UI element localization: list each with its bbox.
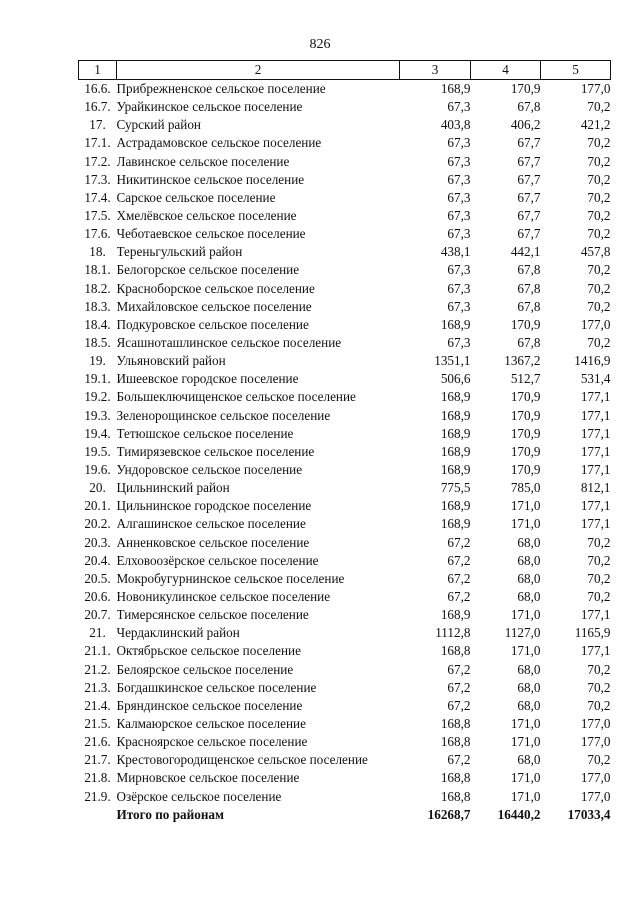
value-col-4: 171,0 (510, 516, 541, 532)
value-col-4: 68,0 (517, 661, 541, 677)
value-col-3: 168,9 (440, 81, 471, 97)
row-number: 17.3. (84, 171, 111, 187)
table-row (79, 243, 611, 261)
table-row (79, 787, 611, 805)
value-col-4: 171,0 (510, 788, 541, 804)
table-row (79, 280, 611, 298)
row-name: Сурский район (116, 117, 201, 133)
value-col-4: 67,7 (517, 189, 541, 205)
row-name: Красноборское сельское поселение (116, 280, 315, 296)
value-col-3: 168,9 (440, 498, 471, 514)
value-col-3: 506,6 (440, 371, 471, 387)
row-number: 18.4. (84, 316, 111, 332)
table-row (79, 171, 611, 189)
row-name: Тетюшское сельское поселение (116, 425, 294, 441)
value-col-4: 170,9 (510, 462, 541, 478)
table-row (79, 534, 611, 552)
row-name: Урайкинское сельское поселение (116, 99, 303, 115)
value-col-4: 171,0 (510, 715, 541, 731)
value-col-5: 70,2 (587, 280, 611, 296)
value-col-4: 171,0 (510, 643, 541, 659)
value-col-5: 177,1 (580, 389, 611, 405)
value-col-3: 67,3 (447, 153, 471, 169)
row-number: 21.9. (84, 788, 111, 804)
value-col-4: 67,7 (517, 208, 541, 224)
value-col-3: 168,8 (440, 770, 471, 786)
value-col-3: 67,3 (447, 189, 471, 205)
value-col-5: 70,2 (587, 570, 611, 586)
table-row (79, 370, 611, 388)
value-col-5: 1416,9 (574, 353, 611, 369)
row-name: Богдашкинское сельское поселение (116, 679, 317, 695)
value-col-5: 177,0 (580, 788, 611, 804)
row-name: Никитинское сельское поселение (116, 171, 305, 187)
row-name: Тимерсянское сельское поселение (116, 607, 309, 623)
value-col-4: 68,0 (517, 589, 541, 604)
row-name: Октябрьское сельское поселение (116, 643, 301, 659)
value-col-5: 70,2 (587, 189, 611, 205)
value-col-5: 70,2 (587, 697, 611, 713)
row-number: 20.1. (84, 498, 111, 514)
value-col-5: 70,2 (587, 552, 611, 568)
row-number: 17. (89, 117, 106, 133)
row-name: Подкуровское сельское поселение (116, 316, 309, 332)
table-row (79, 715, 611, 733)
value-col-5: 177,1 (580, 498, 611, 514)
header-cell-1: 1 (79, 61, 117, 80)
row-number: 18.1. (84, 262, 111, 278)
value-col-3: 67,3 (447, 99, 471, 115)
row-name: Новоникулинское сельское поселение (116, 589, 331, 604)
value-col-3: 168,9 (440, 316, 471, 332)
table-row (79, 461, 611, 479)
header-cell-4: 4 (471, 61, 541, 80)
value-col-4: 1127,0 (504, 625, 541, 641)
table-row (79, 515, 611, 533)
value-col-5: 177,1 (580, 643, 611, 659)
value-col-4: 406,2 (510, 117, 541, 133)
table-row (79, 334, 611, 352)
row-number: 17.5. (84, 208, 111, 224)
value-col-5: 177,0 (580, 770, 611, 786)
header-cell-3: 3 (400, 61, 471, 80)
row-number: 19.3. (84, 407, 111, 423)
value-col-4: 67,8 (517, 298, 541, 314)
row-number: 17.2. (84, 153, 111, 169)
row-number: 20.6. (84, 589, 111, 604)
value-col-5: 177,1 (580, 443, 611, 459)
value-col-5: 70,2 (587, 661, 611, 677)
value-col-5: 177,1 (580, 607, 611, 623)
value-col-5: 70,2 (587, 171, 611, 187)
table-row (79, 552, 611, 570)
value-col-5: 531,4 (580, 371, 611, 387)
row-number: 21.3. (84, 679, 111, 695)
table-row (79, 497, 611, 515)
table-row (79, 98, 611, 116)
value-col-4: 442,1 (510, 244, 541, 260)
value-col-3: 67,3 (447, 171, 471, 187)
row-name: Ульяновский район (116, 353, 226, 369)
row-number: 18.5. (84, 335, 111, 351)
row-name: Ишеевское городское поселение (116, 371, 299, 387)
row-name: Цильнинское городское поселение (116, 498, 312, 514)
value-col-4: 171,0 (510, 770, 541, 786)
table-row (79, 425, 611, 443)
row-number: 19.2. (84, 389, 111, 405)
row-number: 18.3. (84, 298, 111, 314)
row-number: 18. (89, 244, 106, 260)
header-cell-5: 5 (541, 61, 611, 80)
value-col-4: 68,0 (517, 570, 541, 586)
value-col-3: 67,3 (447, 226, 471, 242)
value-col-3: 168,9 (440, 607, 471, 623)
value-col-5: 70,2 (587, 534, 611, 550)
value-col-3: 67,2 (447, 752, 471, 768)
row-number: 17.1. (84, 135, 111, 151)
row-number: 16.7. (84, 99, 111, 115)
row-number: 20.2. (84, 516, 111, 532)
row-name: Чеботаевское сельское поселение (116, 226, 306, 242)
value-col-3: 16268,7 (427, 806, 471, 822)
row-name: Мирновское сельское поселение (116, 770, 300, 786)
value-col-4: 1367,2 (504, 353, 541, 369)
value-col-4: 170,9 (510, 316, 541, 332)
row-name: Озёрское сельское поселение (116, 788, 282, 804)
value-col-5: 70,2 (587, 679, 611, 695)
row-name: Хмелёвское сельское поселение (116, 208, 297, 224)
value-col-4: 67,7 (517, 226, 541, 242)
row-number: 19.6. (84, 462, 111, 478)
value-col-4: 67,7 (517, 171, 541, 187)
row-name: Зеленорощинское сельское поселение (116, 407, 331, 423)
row-name: Бряндинское сельское поселение (116, 697, 303, 713)
value-col-5: 177,0 (580, 715, 611, 731)
row-number: 17.6. (84, 226, 111, 242)
value-col-5: 812,1 (580, 480, 611, 496)
table-row (79, 661, 611, 679)
value-col-5: 70,2 (587, 208, 611, 224)
value-col-5: 177,1 (580, 407, 611, 423)
value-col-3: 168,8 (440, 643, 471, 659)
value-col-3: 1351,1 (434, 353, 471, 369)
table-row (79, 116, 611, 134)
value-col-4: 68,0 (517, 534, 541, 550)
value-col-4: 68,0 (517, 552, 541, 568)
value-col-5: 177,1 (580, 516, 611, 532)
value-col-5: 457,8 (580, 244, 611, 260)
row-name: Большеключищенское сельское поселение (116, 389, 356, 405)
value-col-4: 67,7 (517, 135, 541, 151)
value-col-3: 168,9 (440, 443, 471, 459)
row-name: Калмаюрское сельское поселение (116, 715, 306, 731)
value-col-5: 70,2 (587, 262, 611, 278)
row-number: 17.4. (84, 189, 111, 205)
row-number: 21.7. (84, 752, 111, 768)
table-row (79, 443, 611, 461)
row-number (79, 806, 117, 824)
table-row (79, 388, 611, 406)
value-col-5: 70,2 (587, 135, 611, 151)
row-name: Прибрежненское сельское поселение (116, 81, 326, 97)
value-col-3: 168,8 (440, 788, 471, 804)
row-name: Ясашноташлинское сельское поселение (116, 335, 342, 351)
value-col-5: 421,2 (580, 117, 611, 133)
value-col-3: 438,1 (440, 244, 471, 260)
row-number: 19. (89, 353, 106, 369)
row-name: Михайловское сельское поселение (116, 298, 312, 314)
table-header-row (79, 61, 611, 80)
table-row (79, 298, 611, 316)
value-col-4: 67,8 (517, 262, 541, 278)
row-number: 19.5. (84, 443, 111, 459)
value-col-5: 70,2 (587, 752, 611, 768)
table-row (79, 769, 611, 787)
value-col-5: 70,2 (587, 335, 611, 351)
value-col-4: 67,8 (517, 335, 541, 351)
row-number: 20.4. (84, 552, 111, 568)
row-name: Тимирязевское сельское поселение (116, 443, 315, 459)
table-row (79, 153, 611, 171)
value-col-5: 70,2 (587, 99, 611, 115)
value-col-5: 177,1 (580, 425, 611, 441)
row-number: 21.5. (84, 715, 111, 731)
row-name: Итого по районам (116, 806, 224, 822)
table-body (79, 61, 611, 824)
row-number: 20.3. (84, 534, 111, 550)
value-col-3: 67,2 (447, 570, 471, 586)
table-row (79, 352, 611, 370)
value-col-3: 168,9 (440, 407, 471, 423)
table-row (79, 751, 611, 769)
row-number: 20. (89, 480, 106, 496)
value-col-4: 170,9 (510, 81, 541, 97)
table-row (79, 189, 611, 207)
value-col-3: 1112,8 (435, 625, 471, 641)
allocation-table (78, 60, 611, 824)
value-col-3: 67,2 (447, 589, 471, 604)
row-number: 16.6. (84, 81, 111, 97)
value-col-4: 67,7 (517, 153, 541, 169)
row-name: Тереньгульский район (116, 244, 243, 260)
value-col-4: 170,9 (510, 443, 541, 459)
value-col-4: 67,8 (517, 280, 541, 296)
value-col-4: 68,0 (517, 752, 541, 768)
value-col-3: 168,9 (440, 425, 471, 441)
table-row (79, 679, 611, 697)
row-name: Красноярское сельское поселение (116, 734, 308, 750)
value-col-5: 177,0 (580, 316, 611, 332)
value-col-4: 170,9 (510, 425, 541, 441)
table-row (79, 134, 611, 152)
row-number: 21.4. (84, 697, 111, 713)
value-col-5: 70,2 (587, 589, 611, 604)
value-col-3: 67,3 (447, 262, 471, 278)
value-col-4: 16440,2 (497, 806, 541, 822)
table-row (79, 316, 611, 334)
header-cell-2: 2 (117, 61, 400, 80)
row-name: Крестовогородищенское сельское поселение (116, 752, 368, 768)
table-row (79, 80, 611, 99)
row-name: Белоярское сельское поселение (116, 661, 294, 677)
value-col-3: 67,2 (447, 534, 471, 550)
value-col-4: 68,0 (517, 679, 541, 695)
table-row (79, 733, 611, 751)
row-name: Астрадамовское сельское поселение (116, 135, 322, 151)
row-name: Анненковское сельское поселение (116, 534, 310, 550)
value-col-3: 168,8 (440, 734, 471, 750)
value-col-4: 785,0 (510, 480, 541, 496)
value-col-3: 67,2 (447, 679, 471, 695)
value-col-3: 168,9 (440, 516, 471, 532)
value-col-5: 70,2 (587, 298, 611, 314)
value-col-4: 67,8 (517, 99, 541, 115)
table-row (79, 225, 611, 243)
row-number: 19.4. (84, 425, 111, 441)
table-row (79, 207, 611, 225)
row-number: 21.1. (84, 643, 111, 659)
page-number: 826 (309, 37, 331, 52)
row-name: Сарское сельское поселение (116, 189, 276, 205)
value-col-3: 168,8 (440, 715, 471, 731)
value-col-3: 403,8 (440, 117, 471, 133)
value-col-4: 170,9 (510, 389, 541, 405)
table-row (79, 407, 611, 425)
row-name: Цильнинский район (116, 480, 230, 496)
row-name: Мокробугурнинское сельское поселение (116, 570, 345, 586)
row-number: 21. (89, 625, 106, 641)
value-col-4: 170,9 (510, 407, 541, 423)
value-col-4: 171,0 (510, 607, 541, 623)
value-col-4: 68,0 (517, 697, 541, 713)
value-col-4: 512,7 (510, 371, 541, 387)
value-col-3: 67,2 (447, 552, 471, 568)
value-col-5: 177,0 (580, 81, 611, 97)
table-row (79, 588, 611, 606)
row-number: 20.5. (84, 570, 111, 586)
row-name: Елховоозёрское сельское поселение (116, 552, 319, 568)
value-col-4: 171,0 (510, 498, 541, 514)
table-row (79, 479, 611, 497)
value-col-3: 67,3 (447, 298, 471, 314)
row-name: Чердаклинский район (116, 625, 240, 641)
row-number: 18.2. (84, 280, 111, 296)
table-row (79, 570, 611, 588)
value-col-3: 168,9 (440, 389, 471, 405)
value-col-3: 168,9 (440, 462, 471, 478)
row-name: Белогорское сельское поселение (116, 262, 300, 278)
row-number: 21.2. (84, 661, 111, 677)
value-col-3: 67,3 (447, 280, 471, 296)
table-row (79, 642, 611, 660)
value-col-3: 67,2 (447, 661, 471, 677)
row-number: 21.8. (84, 770, 111, 786)
value-col-5: 70,2 (587, 226, 611, 242)
row-name: Лавинское сельское поселение (116, 153, 290, 169)
table-row (79, 261, 611, 279)
value-col-5: 177,0 (580, 734, 611, 750)
value-col-5: 1165,9 (574, 625, 611, 641)
total-row (79, 806, 611, 824)
table-row (79, 606, 611, 624)
value-col-5: 177,1 (580, 462, 611, 478)
value-col-3: 775,5 (440, 480, 471, 496)
value-col-5: 70,2 (587, 153, 611, 169)
value-col-3: 67,2 (447, 697, 471, 713)
row-number: 21.6. (84, 734, 111, 750)
table-row (79, 624, 611, 642)
row-name: Алгашинское сельское поселение (116, 516, 306, 532)
table-row (79, 697, 611, 715)
value-col-3: 67,3 (447, 335, 471, 351)
row-number: 20.7. (84, 607, 111, 623)
row-name: Ундоровское сельское поселение (116, 462, 303, 478)
value-col-3: 67,3 (447, 208, 471, 224)
value-col-5: 17033,4 (567, 806, 611, 822)
value-col-4: 171,0 (510, 734, 541, 750)
value-col-3: 67,3 (447, 135, 471, 151)
row-number: 19.1. (84, 371, 111, 387)
